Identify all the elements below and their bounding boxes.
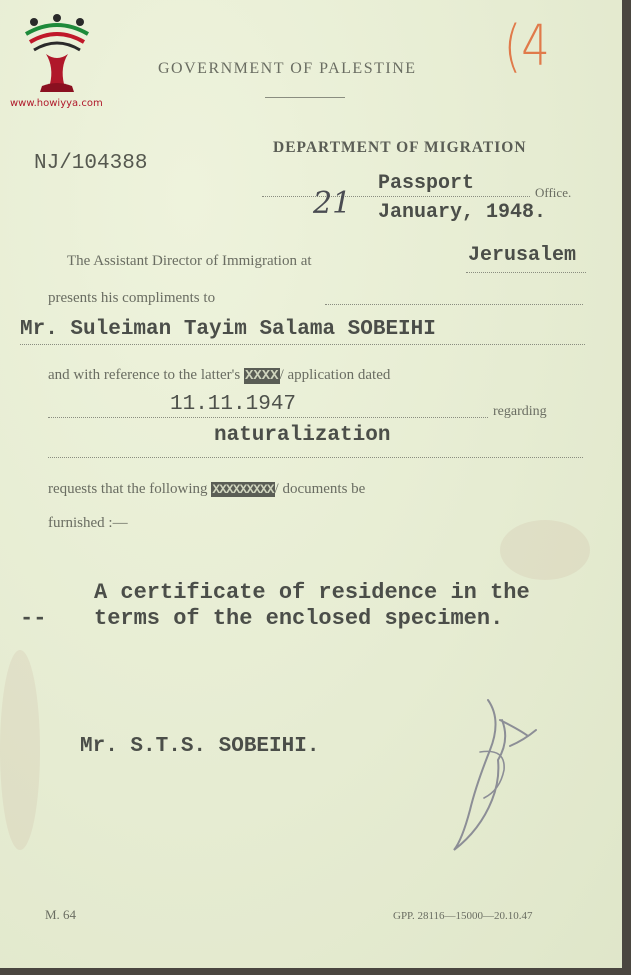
requirement-dash: --	[20, 606, 47, 631]
tree-icon	[12, 12, 102, 100]
office-dotted-line	[262, 196, 530, 197]
furnished-text: furnished :—	[48, 515, 128, 531]
compliments-text: presents his compliments to	[48, 290, 216, 306]
office-label: Office.	[535, 185, 572, 200]
subject-dotted-line	[48, 457, 583, 458]
paper-stain	[500, 520, 590, 580]
handwritten-day: 21	[313, 186, 352, 221]
date-dotted-line	[48, 417, 488, 418]
printer-code: GPP. 28116—15000—20.10.47	[393, 910, 533, 922]
subject-value: naturalization	[214, 424, 391, 447]
site-url: www.howiyya.com	[10, 98, 103, 109]
reference-prefix: and with reference to the latter's	[48, 367, 241, 383]
header-divider	[265, 97, 345, 98]
requirement-line-2: terms of the enclosed specimen.	[94, 606, 504, 631]
signature	[440, 690, 550, 860]
requirement-line-1: A certificate of residence in the	[94, 580, 530, 605]
scan-edge-bottom	[0, 968, 631, 975]
handwritten-number: (4	[503, 14, 550, 79]
application-date: 11.11.1947	[170, 393, 297, 416]
recipient-name: Mr. S.T.S. SOBEIHI.	[80, 735, 320, 758]
department-heading: DEPARTMENT OF MIGRATION	[273, 139, 527, 156]
form-number: M. 64	[45, 907, 77, 922]
date-month-year: January, 1948.	[378, 201, 547, 224]
struck-out-word: XXXX	[244, 368, 279, 384]
addressee-name: Mr. Suleiman Tayim Salama SOBEIHI	[20, 318, 436, 341]
reference-number: NJ/104388	[34, 152, 148, 175]
office-name: Passport	[378, 172, 475, 195]
regarding-label: regarding	[493, 404, 547, 419]
location-dotted-line	[466, 272, 586, 273]
government-heading: GOVERNMENT OF PALESTINE	[158, 60, 417, 77]
paper-stain	[0, 650, 40, 850]
location-value: Jerusalem	[468, 244, 577, 267]
addressee-dotted-line	[20, 344, 585, 345]
director-text: The Assistant Director of Immigration at	[67, 253, 312, 269]
scan-edge-right	[622, 0, 631, 975]
site-logo	[12, 12, 102, 112]
struck-out-word: XXXXXXXXX	[212, 482, 274, 497]
compliments-dotted-line	[325, 304, 583, 305]
reference-text	[48, 367, 390, 384]
request-suffix: / documents be	[274, 481, 366, 497]
request-text	[48, 481, 365, 498]
request-prefix: requests that the following	[48, 481, 208, 497]
reference-suffix: / application dated	[279, 367, 391, 383]
